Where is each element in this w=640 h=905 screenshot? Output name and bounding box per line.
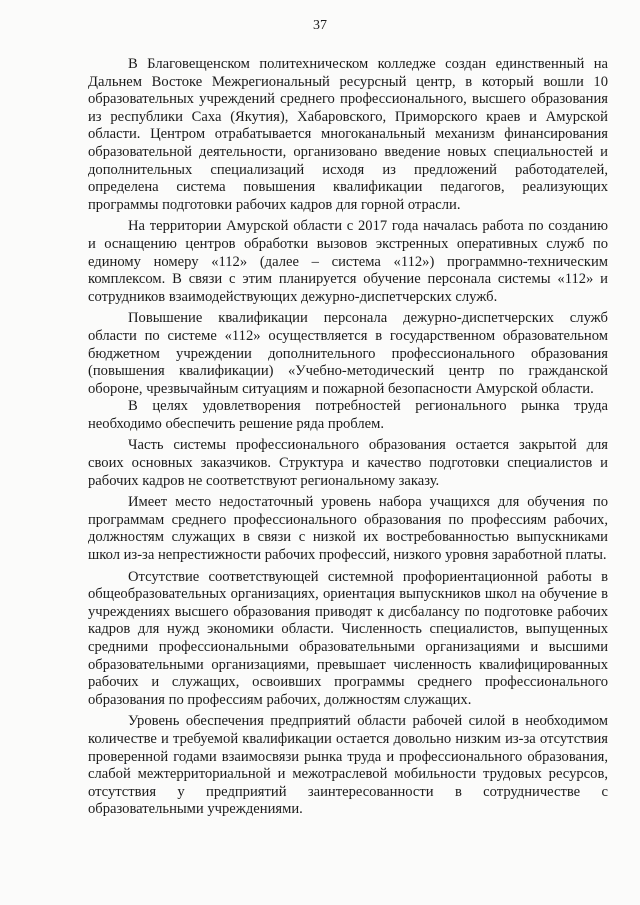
document-body [88, 56, 608, 819]
paragraph: Отсутствие соответствующей системной профориентационной работы в общеобразовательных организациях, ориентация выпускников школ на обучение в учреждениях высшего образования приводят к дисбалансу по подготовке рабочих кадров для нужд экономики области. Численность специалистов, выпущенных средними профессиональными образовательными организациями и высшими образовательными организациями, превышает численность квалифицированных рабочих и служащих, освоивших программы среднего профессионального образования по профессиям рабочих, должностям служащих. [88, 568, 608, 708]
paragraph: На территории Амурской области с 2017 года началась работа по созданию и оснащению центров обработки вызовов экстренных оперативных служб по единому номеру «112» (далее – система «112») программно-техническим комплексом. В связи с этим планируется обучение персонала системы «112» и сотрудников взаимодействующих дежурно-диспетчерских служб. [88, 218, 608, 305]
paragraph: Имеет место недостаточный уровень набора учащихся для обучения по программам среднего профессионального образования по профессиям рабочих, должностям служащих в связи с низкой их востребованностью выпускниками школ из-за непрестижности рабочих профессий, низкого уровня заработной платы. [88, 494, 608, 564]
paragraph: Уровень обеспечения предприятий области рабочей силой в необходимом количестве и требуемой квалификации остается довольно низким из-за отсутствия проверенной годами взаимосвязи рынка труда и профессионального образования, слабой межтерриториальной и межотраслевой мобильности трудовых ресурсов, отсутствия у предприятий заинтересованности в сотрудничестве с образовательными учреждениями. [88, 713, 608, 818]
paragraph: В целях удовлетворения потребностей регионального рынка труда необходимо обеспечить решение ряда проблем. [88, 398, 608, 432]
paragraph: В Благовещенском политехническом колледже создан единственный на Дальнем Востоке Межрегиональный ресурсный центр, в который вошли 10 образовательных учреждений среднего профессионального, высшего образования из республики Саха (Якутия), Хабаровского, Приморского краев и Амурской области. Центром отрабатывается многоканальный механизм финансирования образовательной деятельности, организовано введение новых специальностей и дополнительных специализаций исходя из предложений работодателей, определена система повышения квалификации педагогов, реализующих программы подготовки рабочих кадров для горной отрасли. [88, 56, 608, 213]
paragraph: Повышение квалификации персонала дежурно-диспетчерских служб области по системе «112» осуществляется в государственном образовательном бюджетном учреждении дополнительного профессионального образования (повышения квалификации) «Учебно-методический центр по гражданской обороне, чрезвычайным ситуациям и пожарной безопасности Амурской области. [88, 310, 608, 397]
page-number: 37 [313, 18, 327, 33]
paragraph: Часть системы профессионального образования остается закрытой для своих основных заказчиков. Структура и качество подготовки специалистов и рабочих кадров не соответствуют региональному заказу. [88, 437, 608, 489]
